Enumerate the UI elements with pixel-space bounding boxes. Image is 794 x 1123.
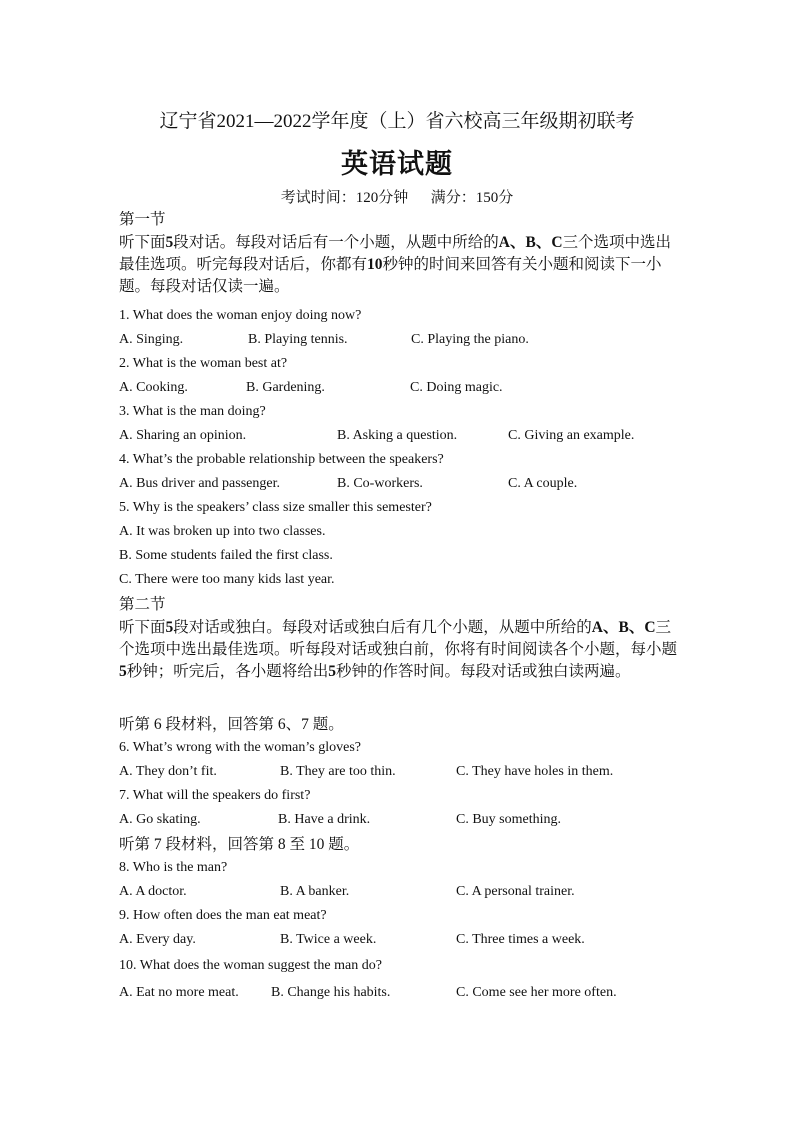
- instr-text: 秒钟的时间来回答有关小题和阅读下一小题。每段对话仅读一遍。: [119, 256, 662, 295]
- instr-text: 秒钟；听完后，各小题将给出: [126, 663, 329, 680]
- option-7b: B. Have a drink.: [278, 812, 371, 827]
- option-5b: B. Some students failed the first class.: [119, 548, 333, 563]
- instr-text: 三个选项中选出最佳选项。听每段对话或独白前，你将有时间阅读各个小题，每小题: [119, 619, 678, 658]
- option-10b: B. Change his habits.: [271, 985, 391, 1000]
- option-1b: B. Playing tennis.: [248, 332, 348, 347]
- question-10: 10. What does the woman suggest the man do?: [119, 958, 382, 973]
- instr-bold: 10: [367, 256, 383, 273]
- option-10c: C. Come see her more often.: [456, 985, 617, 1000]
- option-2c: C. Doing magic.: [410, 380, 503, 395]
- question-7: 7. What will the speakers do first?: [119, 788, 311, 803]
- option-8b: B. A banker.: [280, 884, 350, 899]
- instr-text: 段对话或独白。每段对话或独白后有几个小题，从题中所给的: [173, 619, 592, 636]
- exam-title: 辽宁省2021—2022学年度（上）省六校高三年级期初联考: [159, 111, 635, 132]
- instr-text: 秒钟的作答时间。每段对话或独白读两遍。: [336, 663, 631, 680]
- option-6a: A. They don’t fit.: [119, 764, 217, 779]
- section2-instructions: [119, 617, 677, 683]
- option-3b: B. Asking a question.: [337, 428, 458, 443]
- option-5c: C. There were too many kids last year.: [119, 572, 335, 587]
- instr-text: 听下面: [119, 619, 166, 636]
- option-8a: A. A doctor.: [119, 884, 187, 899]
- option-4b: B. Co-workers.: [337, 476, 423, 491]
- option-3c: C. Giving an example.: [508, 428, 635, 443]
- question-5: 5. Why is the speakers’ class size smaller this semester?: [119, 500, 432, 515]
- question-6: 6. What’s wrong with the woman’s gloves?: [119, 740, 361, 755]
- option-7a: A. Go skating.: [119, 812, 201, 827]
- option-9a: A. Every day.: [119, 932, 196, 947]
- option-1c: C. Playing the piano.: [411, 332, 529, 347]
- option-10a: A. Eat no more meat.: [119, 985, 239, 1000]
- option-6c: C. They have holes in them.: [456, 764, 614, 779]
- option-3a: A. Sharing an opinion.: [119, 428, 247, 443]
- option-8c: C. A personal trainer.: [456, 884, 575, 899]
- question-2: 2. What is the woman best at?: [119, 356, 288, 371]
- instr-text: 三个选项中选出最佳选项。听完每段对话后，你都有: [119, 234, 672, 273]
- section1-heading: 第一节: [119, 211, 166, 228]
- instr-bold: 5: [119, 663, 127, 680]
- option-4a: A. Bus driver and passenger.: [119, 476, 280, 491]
- instr-bold: A、B、C: [591, 619, 656, 636]
- instr-text: 段对话。每段对话后有一个小题，从题中所给的: [173, 234, 499, 251]
- option-4c: C. A couple.: [508, 476, 578, 491]
- exam-info: 考试时间：120分钟 满分：150分: [280, 190, 514, 206]
- section1-instructions: [119, 232, 677, 298]
- section2-heading: 第二节: [119, 596, 166, 613]
- option-5a: A. It was broken up into two classes.: [119, 524, 326, 539]
- question-4: 4. What’s the probable relationship between the speakers?: [119, 452, 444, 467]
- option-9c: C. Three times a week.: [456, 932, 585, 947]
- question-1: 1. What does the woman enjoy doing now?: [119, 308, 362, 323]
- option-2b: B. Gardening.: [246, 380, 325, 395]
- instr-text: 听下面: [119, 234, 166, 251]
- subject-title: 英语试题: [341, 149, 453, 179]
- instr-bold: 5: [328, 663, 337, 680]
- instr-bold: 5: [165, 234, 174, 251]
- option-6b: B. They are too thin.: [280, 764, 396, 779]
- instr-bold: 5: [165, 619, 174, 636]
- option-1a: A. Singing.: [119, 332, 184, 347]
- option-2a: A. Cooking.: [119, 380, 188, 395]
- material-6-heading: 听第 6 段材料，回答第 6、7 题。: [119, 716, 344, 733]
- instr-bold: A、B、C: [498, 234, 563, 251]
- question-3: 3. What is the man doing?: [119, 404, 266, 419]
- question-8: 8. Who is the man?: [119, 860, 228, 875]
- material-7-heading: 听第 7 段材料，回答第 8 至 10 题。: [119, 836, 360, 853]
- question-9: 9. How often does the man eat meat?: [119, 908, 327, 923]
- option-9b: B. Twice a week.: [280, 932, 377, 947]
- option-7c: C. Buy something.: [456, 812, 562, 827]
